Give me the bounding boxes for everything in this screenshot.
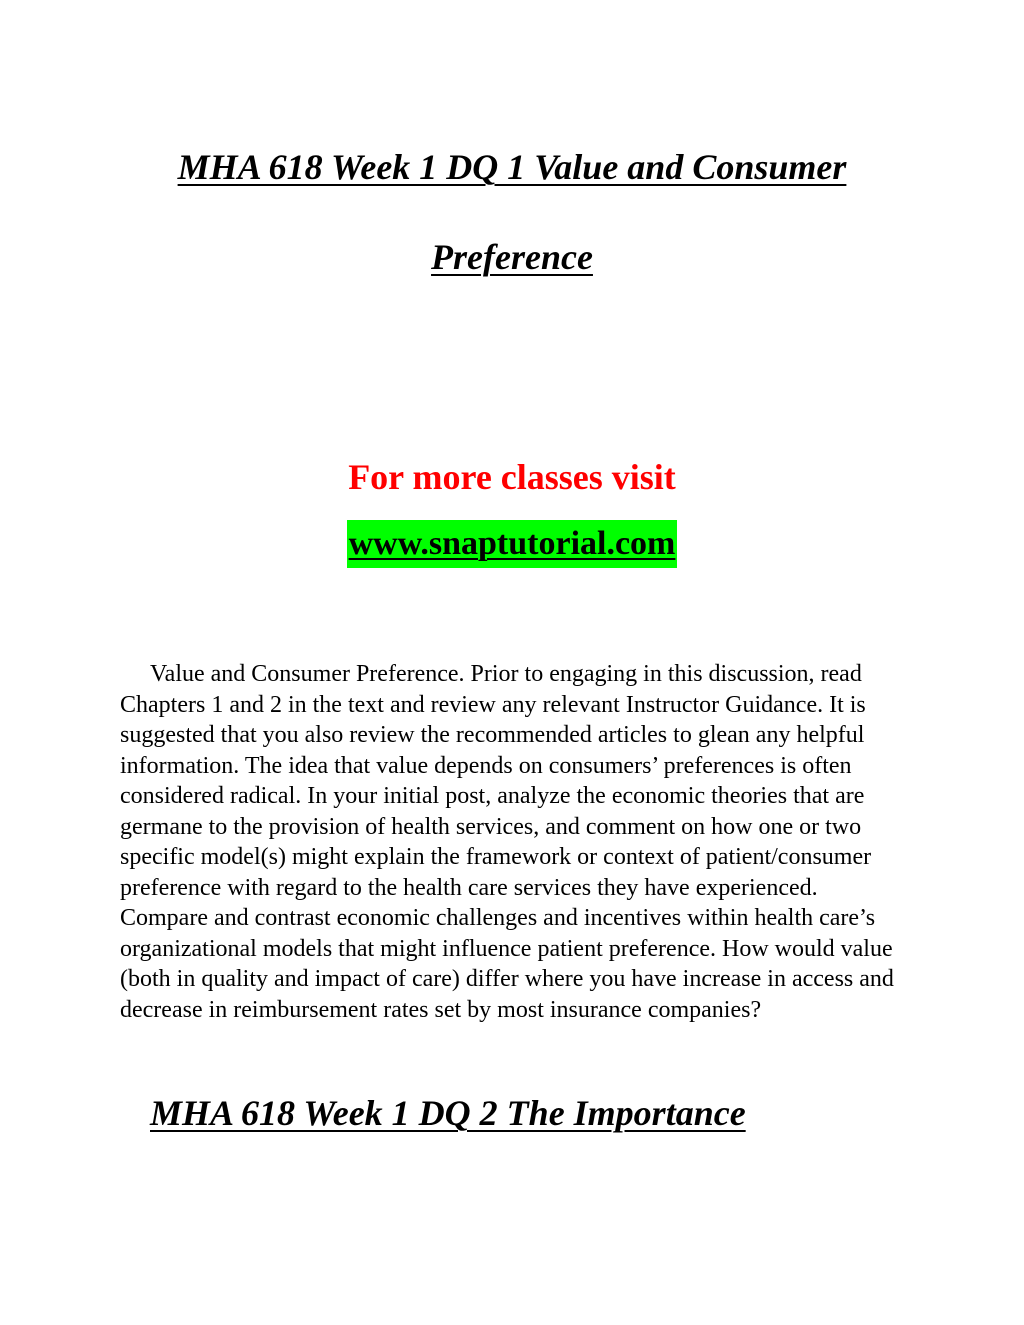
document-title-line-1: MHA 618 Week 1 DQ 1 Value and Consumer (177, 147, 847, 187)
promo-text: For more classes visit (348, 457, 676, 497)
document-title-line-2: Preference (431, 237, 593, 277)
next-section-heading: MHA 618 Week 1 DQ 2 The Importance (150, 1093, 746, 1133)
promo-url-link[interactable]: www.snaptutorial.com (347, 520, 678, 568)
promo-url-container (0, 520, 1024, 568)
body-paragraph: Value and Consumer Preference. Prior to engaging in this discussion, read Chapters 1 and 2 in the text and review any relevant Instructor Guidance. It is suggested that you also review the recommended articles to glean any helpful information. The idea that value depends on consumers’ preferences is often considered radical. In your initial post, analyze the economic theories that are germane to the provision of health services, and comment on how one or two specific model(s) might explain the framework or context of patient/consumer preference with regard to the health care services they have experienced. Compare and contrast economic challenges and incentives within health care’s organizational models that might influence patient preference. How would value (both in quality and impact of care) differ where you have increase in access and decrease in reimbursement rates set by most insurance companies? (120, 661, 894, 1023)
